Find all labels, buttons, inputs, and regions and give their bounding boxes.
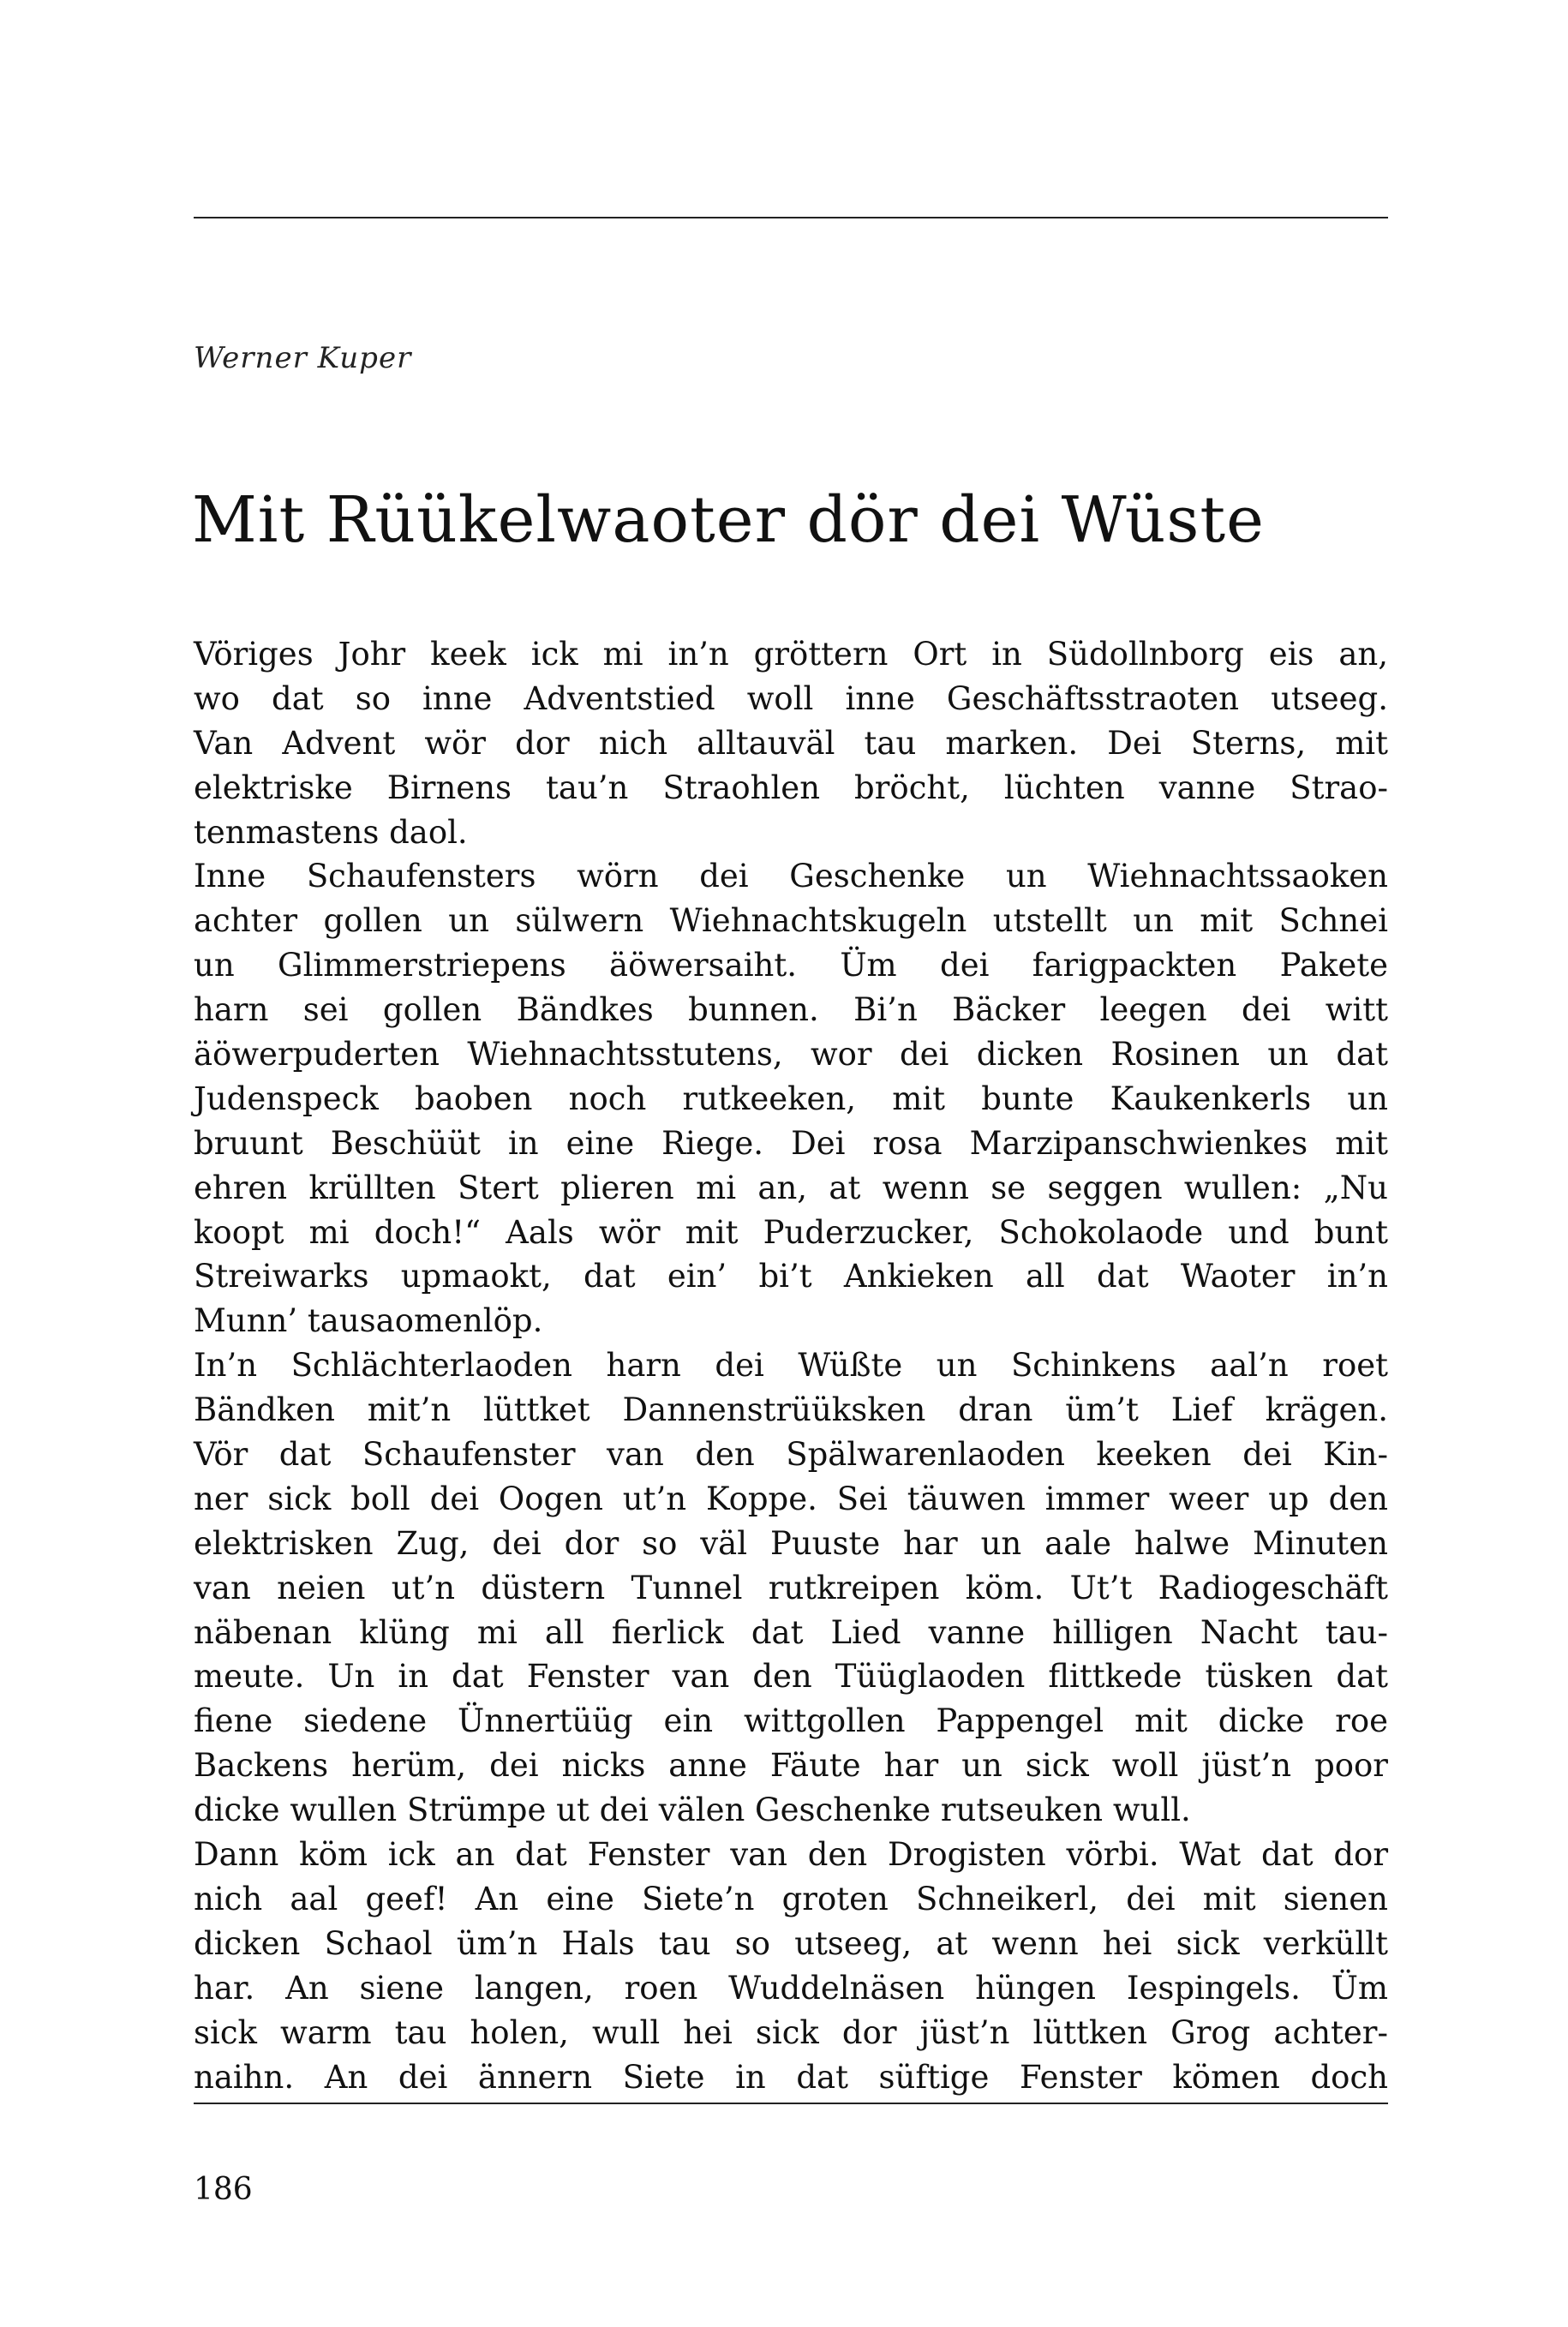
text-line: fiene siedene Ünnertüüg ein wittgollen Pappengel mit dicke roe [194,1702,1388,1740]
text-line: elektriske Birnens tau’n Straohlen bröcht, lüchten vanne Strao- [194,769,1388,806]
text-line: achter gollen un sülwern Wiehnachtskugeln utstellt un mit Schnei [194,902,1388,940]
text-line: Dann köm ick an dat Fenster van den Drogisten vörbi. Wat dat dor [194,1836,1388,1874]
text-line: nich aal geef! An eine Siete’n groten Schneikerl, dei mit sienen [194,1880,1388,1917]
text-line: Backens herüm, dei nicks anne Fäute har un sick woll jüst’n poor [194,1747,1388,1785]
text-line: un Glimmerstriepens äöwersaiht. Üm dei farigpackten Pakete [194,947,1388,984]
text-line: äöwerpuderten Wiehnachtsstutens, wor dei dicken Rosinen un dat [194,1036,1388,1074]
bottom-rule [194,2103,1388,2104]
body-text [194,632,1388,2099]
text-line: Munn’ tausaomenlöp. [194,1302,543,1340]
text-line: Van Advent wör dor nich alltauväl tau marken. Dei Sterns, mit [194,724,1388,762]
page-number: 186 [194,2172,253,2207]
text-line: naihn. An dei ännern Siete in dat süftige Fenster kömen doch [194,2058,1388,2096]
text-line: Streiwarks upmaokt, dat ein’ bi’t Ankieken all dat Waoter in’n [194,1258,1388,1295]
text-line: In’n Schlächterlaoden harn dei Wüßte un Schinkens aal’n roet [194,1347,1388,1385]
text-line: ner sick boll dei Oogen ut’n Koppe. Sei täuwen immer weer up den [194,1480,1388,1517]
text-line: bruunt Beschüüt in eine Riege. Dei rosa Marzipanschwienkes mit [194,1124,1388,1162]
text-line: dicken Schaol üm’n Hals tau so utseeg, at wenn hei sick verküllt [194,1924,1388,1962]
page-title: Mit Rüükelwaoter dör dei Wüste [192,483,1265,557]
text-line: meute. Un in dat Fenster van den Tüüglaoden flittkede tüsken dat [194,1658,1388,1696]
text-line: sick warm tau holen, wull hei sick dor jüst’n lüttken Grog achter- [194,2013,1388,2051]
text-line: Bändken mit’n lüttket Dannenstrüüksken dran üm’t Lief krägen. [194,1391,1388,1429]
text-line: Vör dat Schaufenster van den Spälwarenlaoden keeken dei Kin- [194,1436,1388,1474]
author-name: Werner Kuper [194,341,412,375]
text-line: koopt mi doch!“ Aals wör mit Puderzucker, Schokolaode und bunt [194,1213,1388,1251]
text-line: Vöriges Johr keek ick mi in’n gröttern Ort in Südollnborg eis an, [194,636,1388,673]
text-line: Inne Schaufensters wörn dei Geschenke un Wiehnachtssaoken [194,858,1388,895]
text-line: ehren krüllten Stert plieren mi an, at wenn se seggen wullen: „Nu [194,1169,1388,1206]
top-rule [194,217,1388,218]
text-line: näbenan klüng mi all fierlick dat Lied vanne hilligen Nacht tau- [194,1613,1388,1651]
text-line: tenmastens daol. [194,813,468,851]
text-line: elektrisken Zug, dei dor so väl Puuste har un aale halwe Minuten [194,1524,1388,1562]
text-line: harn sei gollen Bändkes bunnen. Bi’n Bäcker leegen dei witt [194,991,1388,1029]
text-line: har. An siene langen, roen Wuddelnäsen hüngen Iespingels. Üm [194,1969,1388,2007]
text-line: dicke wullen Strümpe ut dei välen Geschenke rutseuken wull. [194,1792,1191,1829]
text-line: van neien ut’n düstern Tunnel rutkreipen köm. Ut’t Radiogeschäft [194,1569,1388,1606]
text-line: Judenspeck baoben noch rutkeeken, mit bunte Kaukenkerls un [194,1080,1388,1117]
text-line: wo dat so inne Adventstied woll inne Geschäftsstraoten utseeg. [194,679,1388,717]
